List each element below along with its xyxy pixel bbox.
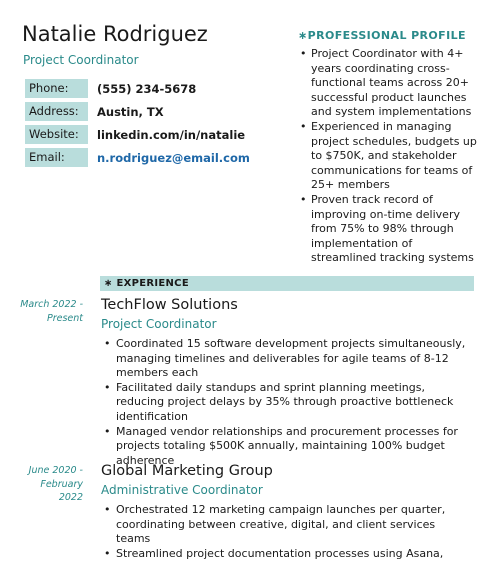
candidate-name: Natalie Rodriguez <box>22 22 208 46</box>
job-role: Administrative Coordinator <box>101 483 263 497</box>
contact-row-email <box>25 146 275 169</box>
contact-label: Website: <box>25 125 88 144</box>
list-item-text: Facilitated daily standups and sprint planning meetings, reducing project delays by 35% through proactive bottleneck identification <box>116 380 454 423</box>
list-item <box>101 547 471 561</box>
list-item <box>101 381 471 425</box>
bullet-icon: • <box>104 503 111 516</box>
address-value: Austin, TX <box>97 104 164 119</box>
bullet-icon: • <box>104 546 111 560</box>
job-date: March 2022 - Present <box>20 299 83 324</box>
list-item-text: Project Coordinator with 4+ years coordinating cross-functional teams across 20+ successful product launches and system implementations <box>311 47 472 119</box>
profile-heading: ∗PROFESSIONAL PROFILE <box>298 29 466 42</box>
list-item-text: Orchestrated 12 marketing campaign launches per quarter, coordinating between creative, digital, and client services teams <box>116 503 446 546</box>
list-item-text: Experienced in managing project schedules, budgets up to $750K, and stakeholder communications for teams of 25+ members <box>311 119 477 192</box>
job-bullets <box>101 503 471 561</box>
contact-row-website <box>25 123 275 146</box>
bullet-icon: • <box>104 424 111 438</box>
company-name: Global Marketing Group <box>101 463 273 479</box>
contact-label: Email: <box>25 148 88 167</box>
job-bullets <box>101 337 471 468</box>
list-item-text: Proven track record of improving on-time delivery from 75% to 98% through implementation of streamlined tracking systems <box>311 192 474 265</box>
company-name: TechFlow Solutions <box>101 297 238 313</box>
list-item-text: Streamlined project documentation processes using Asana, <box>116 546 444 560</box>
bullet-icon: • <box>104 337 111 350</box>
profile-list <box>298 47 480 266</box>
contact-row-phone <box>25 77 275 100</box>
professional-profile <box>298 29 480 266</box>
bullet-icon: • <box>300 47 307 60</box>
job-date: June 2020 - February 2022 <box>28 465 83 503</box>
phone-value: (555) 234-5678 <box>97 81 197 96</box>
website-value[interactable]: linkedin.com/in/natalie <box>97 127 246 142</box>
contact-label: Phone: <box>25 79 88 98</box>
list-item <box>101 503 471 547</box>
bullet-icon: • <box>300 192 307 206</box>
experience-heading: ∗ EXPERIENCE <box>100 276 474 291</box>
contact-table <box>25 77 275 169</box>
list-item <box>298 47 480 120</box>
bullet-icon: • <box>300 119 307 133</box>
list-item <box>101 337 471 381</box>
job-role: Project Coordinator <box>101 317 217 331</box>
list-item-text: Coordinated 15 software development projects simultaneously, managing timelines and deliverables for agile teams of 8-12 members each <box>116 337 466 380</box>
list-item <box>101 425 471 469</box>
list-item-text: Managed vendor relationships and procurement processes for projects totaling $500K annually, maintaining 100% budget adherence <box>116 424 458 467</box>
bullet-icon: • <box>104 380 111 394</box>
contact-row-address <box>25 100 275 123</box>
list-item <box>298 193 480 266</box>
list-item <box>298 120 480 193</box>
email-link[interactable]: n.rodriguez@email.com <box>97 150 250 165</box>
contact-label: Address: <box>25 102 88 121</box>
candidate-title: Project Coordinator <box>23 53 139 67</box>
